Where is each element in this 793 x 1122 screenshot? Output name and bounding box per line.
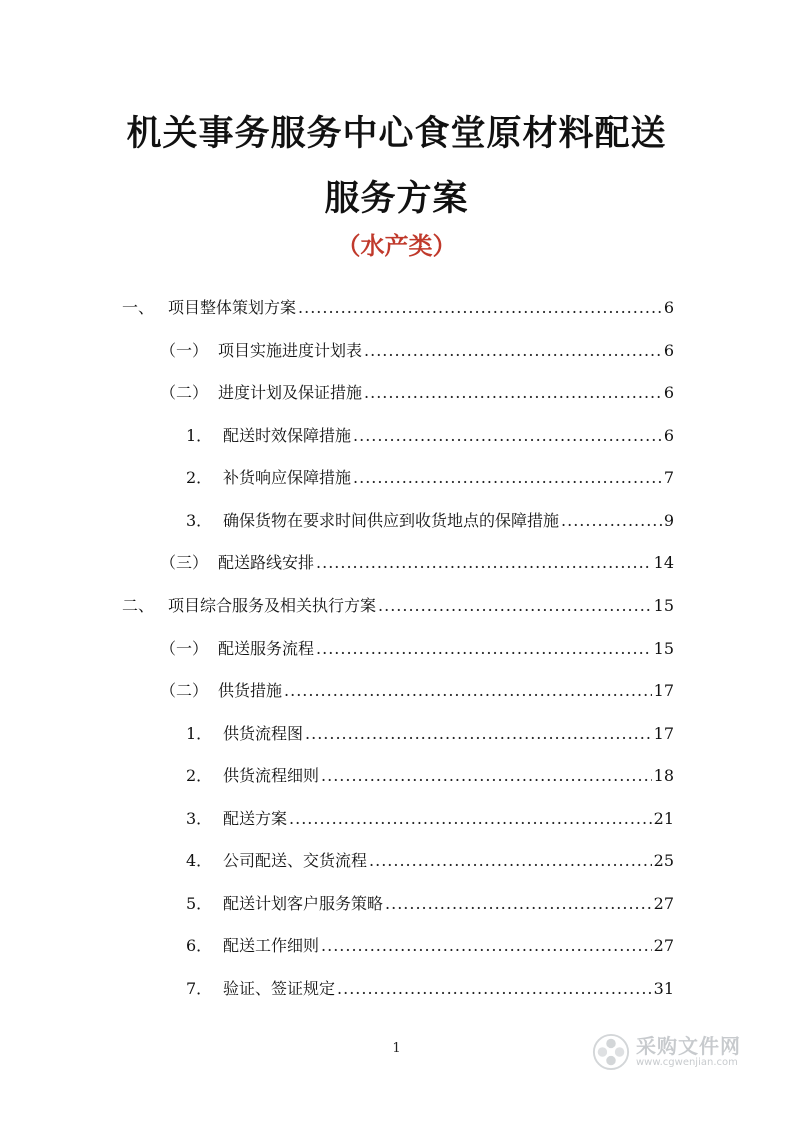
- toc-entry[interactable]: [122, 296, 674, 320]
- toc-leader-dots: [369, 849, 652, 873]
- toc-entry-number: （一）: [160, 639, 209, 658]
- toc-entry-text: 配送时效保障措施: [223, 426, 352, 445]
- toc-leader-dots: [289, 807, 652, 831]
- toc-entry-number: 二、: [122, 596, 155, 615]
- toc-leader-dots: [316, 637, 652, 661]
- toc-entry-text: 补货响应保障措施: [223, 468, 352, 487]
- toc-entry-text: 项目综合服务及相关执行方案: [168, 596, 377, 615]
- document-title-line-1: 机关事务服务中心食堂原材料配送: [126, 113, 667, 154]
- toc-leader-dots: [364, 381, 662, 405]
- toc-entry-page: 6: [663, 341, 674, 360]
- toc-entry-text: 项目实施进度计划表: [218, 341, 363, 360]
- toc-entry-page: 7: [663, 468, 674, 487]
- toc-entry-page: 9: [663, 511, 674, 530]
- toc-leader-dots: [353, 424, 662, 448]
- toc-entry-text: 配送服务流程: [218, 639, 315, 658]
- toc-leader-dots: [305, 722, 652, 746]
- toc-entry-page: 17: [653, 724, 674, 743]
- toc-entry-number: 6．: [186, 936, 213, 955]
- toc-entry-number: 4．: [186, 851, 213, 870]
- toc-entry-text: 配送计划客户服务策略: [223, 894, 384, 913]
- toc-entry-page: 17: [653, 681, 674, 700]
- toc-entry-text: 配送方案: [223, 809, 288, 828]
- toc-entry-number: 2．: [186, 766, 213, 785]
- toc-entry-number: 5．: [186, 894, 213, 913]
- toc-entry-page: 6: [663, 426, 674, 445]
- toc-entry[interactable]: [160, 679, 674, 703]
- toc-leader-dots: [353, 466, 662, 490]
- toc-entry-text: 进度计划及保证措施: [218, 383, 363, 402]
- toc-leader-dots: [364, 339, 662, 363]
- page-number: 1: [392, 1041, 401, 1056]
- toc-entry[interactable]: [186, 977, 674, 1001]
- toc-entry-text: 配送路线安排: [218, 553, 315, 572]
- toc-entry[interactable]: [186, 424, 674, 448]
- toc-entry-page: 27: [653, 894, 674, 913]
- toc-entry[interactable]: [160, 551, 674, 575]
- toc-entry-text: 确保货物在要求时间供应到收货地点的保障措施: [223, 511, 560, 530]
- toc-entry[interactable]: [160, 637, 674, 661]
- watermark-title: 采购文件网: [636, 1034, 741, 1058]
- toc-leader-dots: [561, 509, 662, 533]
- toc-leader-dots: [298, 296, 662, 320]
- toc-entry[interactable]: [186, 764, 674, 788]
- flower-logo-icon: [592, 1033, 630, 1071]
- document-subtitle: （水产类）: [336, 231, 457, 260]
- toc-entry-text: 供货流程图: [223, 724, 304, 743]
- toc-entry-page: 14: [653, 553, 674, 572]
- toc-leader-dots: [284, 679, 652, 703]
- toc-entry-page: 25: [653, 851, 674, 870]
- toc-entry-text: 验证、签证规定: [223, 979, 336, 998]
- toc-entry[interactable]: [186, 466, 674, 490]
- toc-entry-text: 供货流程细则: [223, 766, 320, 785]
- toc-entry[interactable]: [160, 381, 674, 405]
- toc-leader-dots: [337, 977, 652, 1001]
- toc-entry-text: 公司配送、交货流程: [223, 851, 368, 870]
- toc-entry[interactable]: [186, 849, 674, 873]
- toc-entry-page: 18: [653, 766, 674, 785]
- toc-entry[interactable]: [186, 934, 674, 958]
- toc-entry[interactable]: [186, 722, 674, 746]
- toc-entry-number: 2．: [186, 468, 213, 487]
- toc-entry-number: 1．: [186, 724, 213, 743]
- toc-entry[interactable]: [160, 339, 674, 363]
- toc-entry[interactable]: [186, 892, 674, 916]
- toc-entry-page: 6: [663, 298, 674, 317]
- toc-entry-text: 项目整体策划方案: [168, 298, 297, 317]
- watermark-url: www.cgwenjian.com: [636, 1057, 738, 1068]
- watermark: [592, 1027, 762, 1077]
- toc-entry-number: （三）: [160, 553, 209, 572]
- toc-leader-dots: [316, 551, 652, 575]
- toc-entry-page: 27: [653, 936, 674, 955]
- toc-entry-page: 21: [653, 809, 674, 828]
- toc-entry-number: （一）: [160, 341, 209, 360]
- toc-entry-number: （二）: [160, 383, 209, 402]
- toc-leader-dots: [385, 892, 652, 916]
- toc-leader-dots: [378, 594, 652, 618]
- toc-entry-page: 31: [653, 979, 674, 998]
- toc-entry-number: 3．: [186, 511, 213, 530]
- toc-entry[interactable]: [122, 594, 674, 618]
- toc-entry-page: 15: [653, 639, 674, 658]
- toc-entry-number: 7．: [186, 979, 213, 998]
- toc-entry-number: （二）: [160, 681, 209, 700]
- toc-entry-number: 3．: [186, 809, 213, 828]
- toc-leader-dots: [321, 934, 652, 958]
- toc-leader-dots: [321, 764, 652, 788]
- toc-entry-number: 1．: [186, 426, 213, 445]
- toc-entry[interactable]: [186, 807, 674, 831]
- toc-entry-page: 6: [663, 383, 674, 402]
- toc-entry-page: 15: [653, 596, 674, 615]
- toc-entry-text: 配送工作细则: [223, 936, 320, 955]
- toc-entry[interactable]: [186, 509, 674, 533]
- toc-entry-text: 供货措施: [218, 681, 283, 700]
- toc-entry-number: 一、: [122, 298, 155, 317]
- document-title-line-2: 服务方案: [324, 178, 469, 219]
